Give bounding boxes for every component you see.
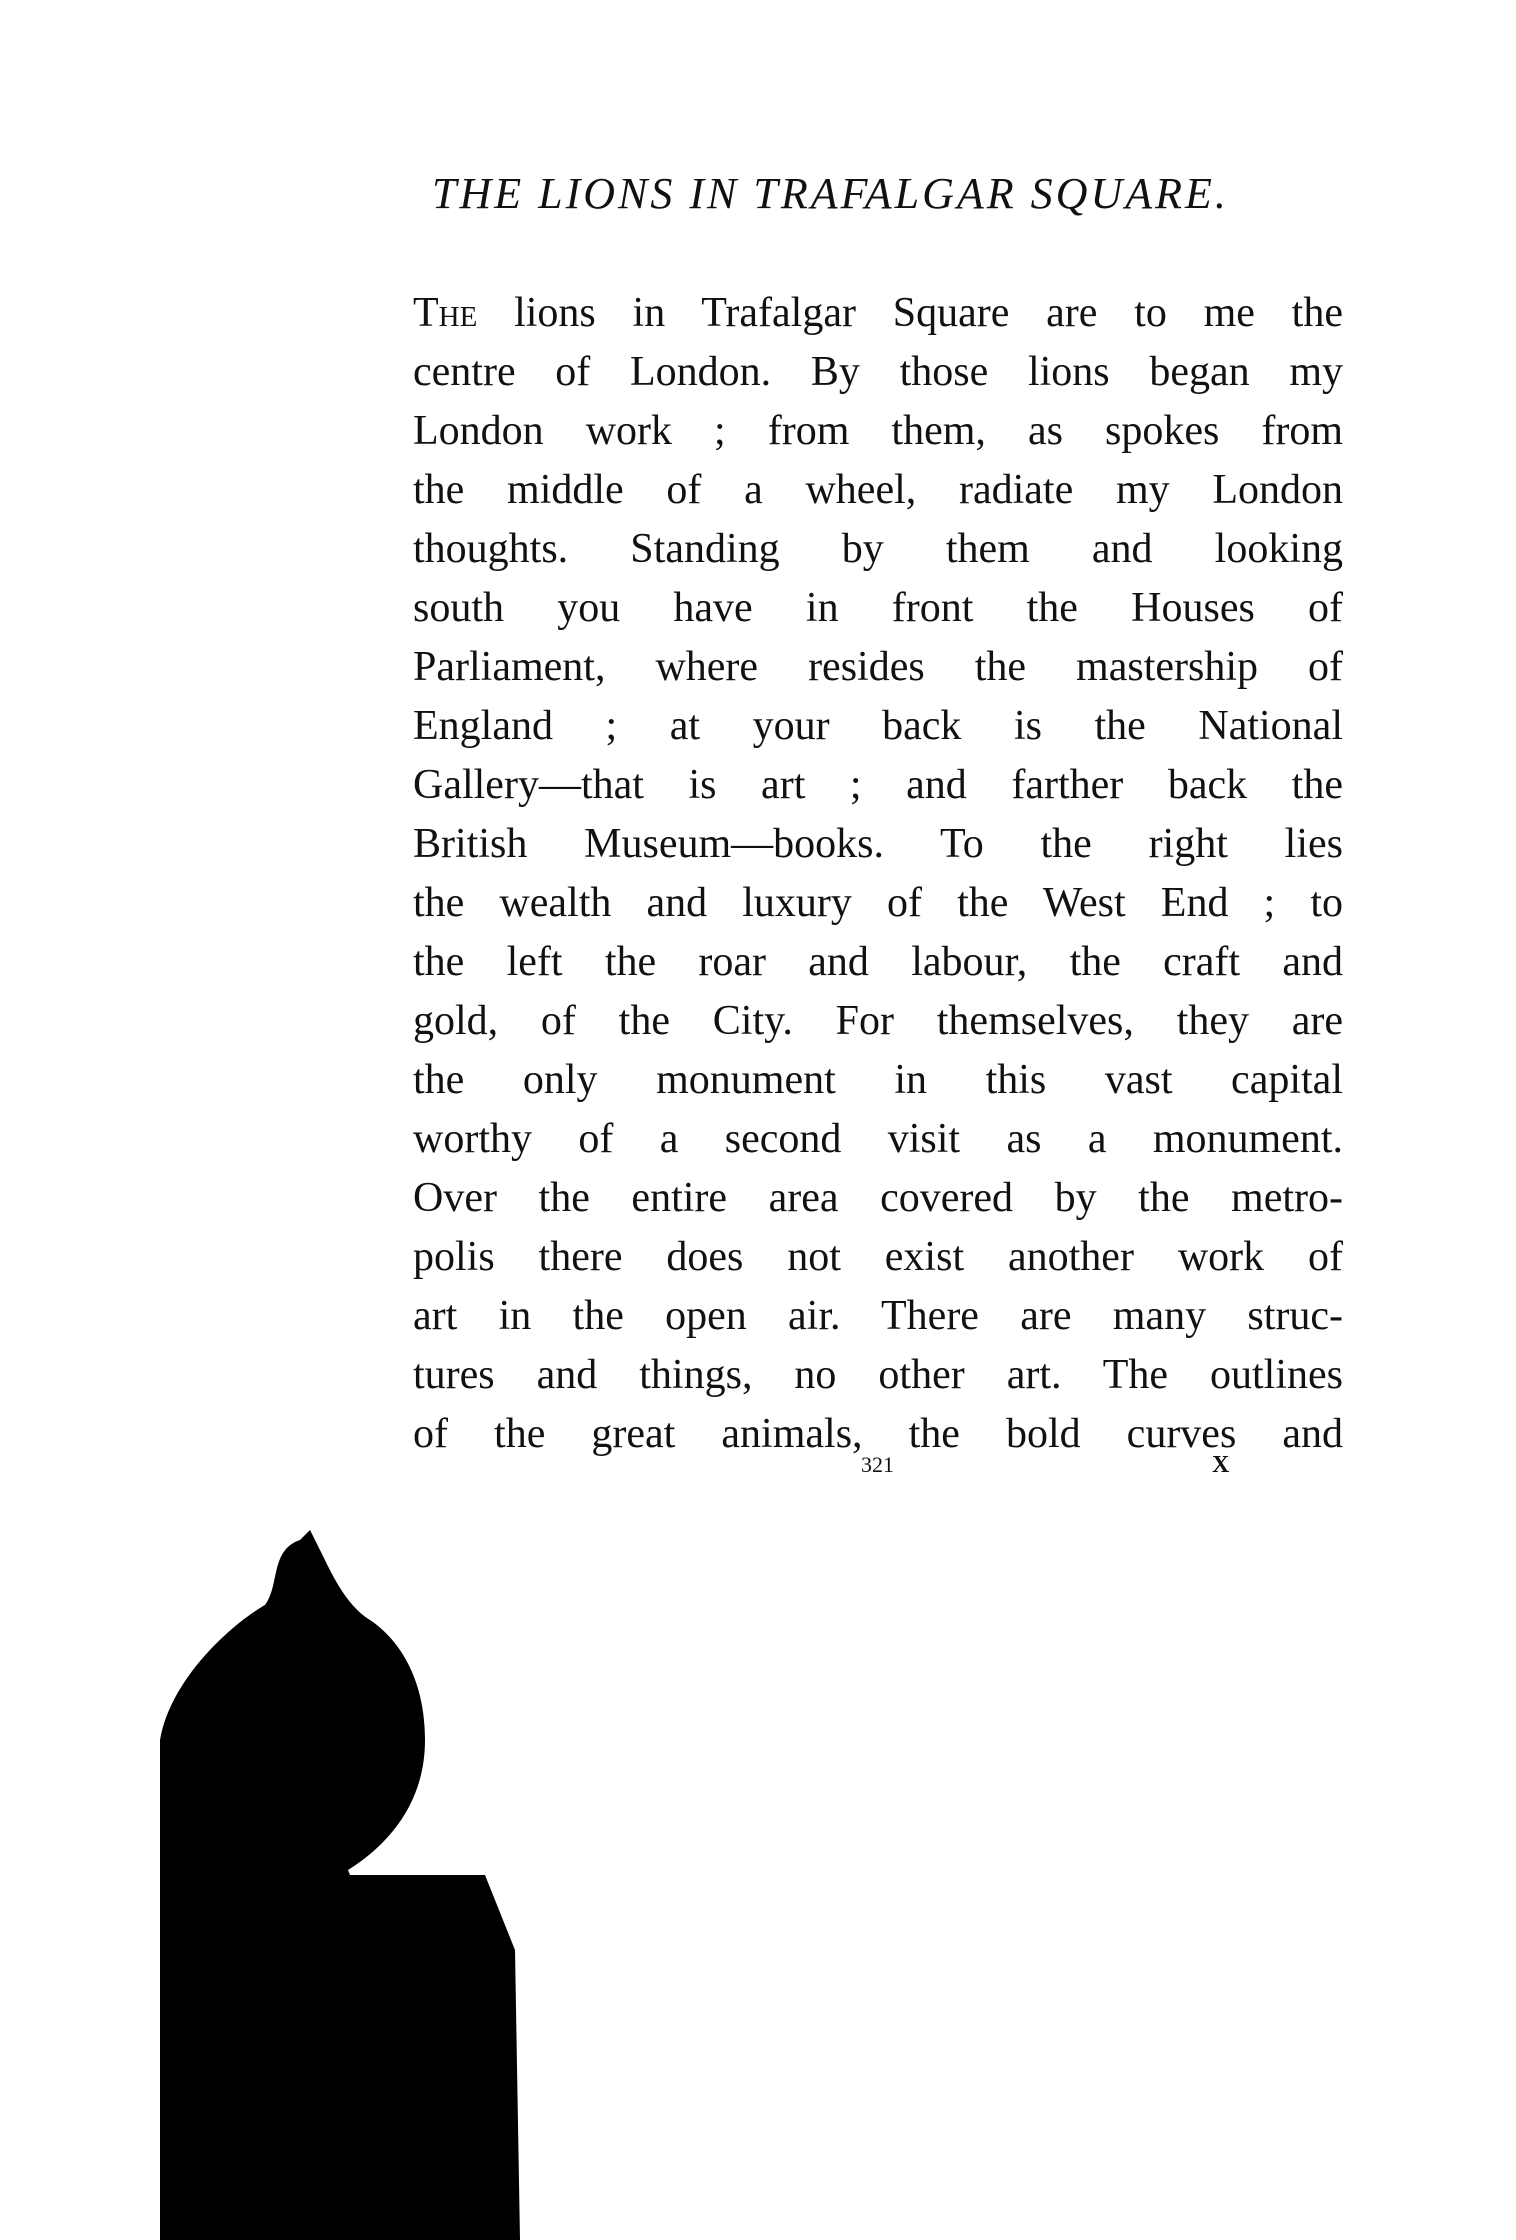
text-line: the only monument in this vast capital bbox=[413, 1057, 1343, 1103]
text-line: Over the entire area covered by the metro- bbox=[413, 1175, 1343, 1221]
text-line: of the great animals, the bold curves and bbox=[413, 1411, 1343, 1457]
running-title: THE LIONS IN TRAFALGAR SQUARE. bbox=[432, 169, 1229, 218]
text-line: Gallery—that is art ; and farther back the bbox=[413, 762, 1343, 808]
text-line: polis there does not exist another work of bbox=[413, 1234, 1343, 1280]
text-line bbox=[413, 284, 1343, 343]
ink-blot-artifact bbox=[160, 1530, 560, 2240]
text-line: the left the roar and labour, the craft and bbox=[413, 939, 1343, 985]
opening-word: The bbox=[413, 290, 478, 336]
text-line: British Museum—books. To the right lies bbox=[413, 821, 1343, 867]
text-line: tures and things, no other art. The outlines bbox=[413, 1352, 1343, 1398]
ink-blot-shape bbox=[160, 1530, 520, 2240]
text-line: the middle of a wheel, radiate my London bbox=[413, 467, 1343, 513]
text-line: south you have in front the Houses of bbox=[413, 585, 1343, 631]
text-line-content: lions in Trafalgar Square are to me the bbox=[477, 290, 1343, 336]
text-line: centre of London. By those lions began my bbox=[413, 349, 1343, 395]
text-line: gold, of the City. For themselves, they are bbox=[413, 998, 1343, 1044]
text-line: Parliament, where resides the mastership of bbox=[413, 644, 1343, 690]
text-line: worthy of a second visit as a monument. bbox=[413, 1116, 1343, 1162]
text-line: the wealth and luxury of the West End ; to bbox=[413, 880, 1343, 926]
signature-mark: X bbox=[1212, 1452, 1230, 1478]
page-number: 321 bbox=[861, 1452, 894, 1477]
text-line: London work ; from them, as spokes from bbox=[413, 408, 1343, 454]
body-text bbox=[413, 284, 1343, 1464]
text-line: art in the open air. There are many struc- bbox=[413, 1293, 1343, 1339]
text-line: thoughts. Standing by them and looking bbox=[413, 526, 1343, 572]
text-line: England ; at your back is the National bbox=[413, 703, 1343, 749]
